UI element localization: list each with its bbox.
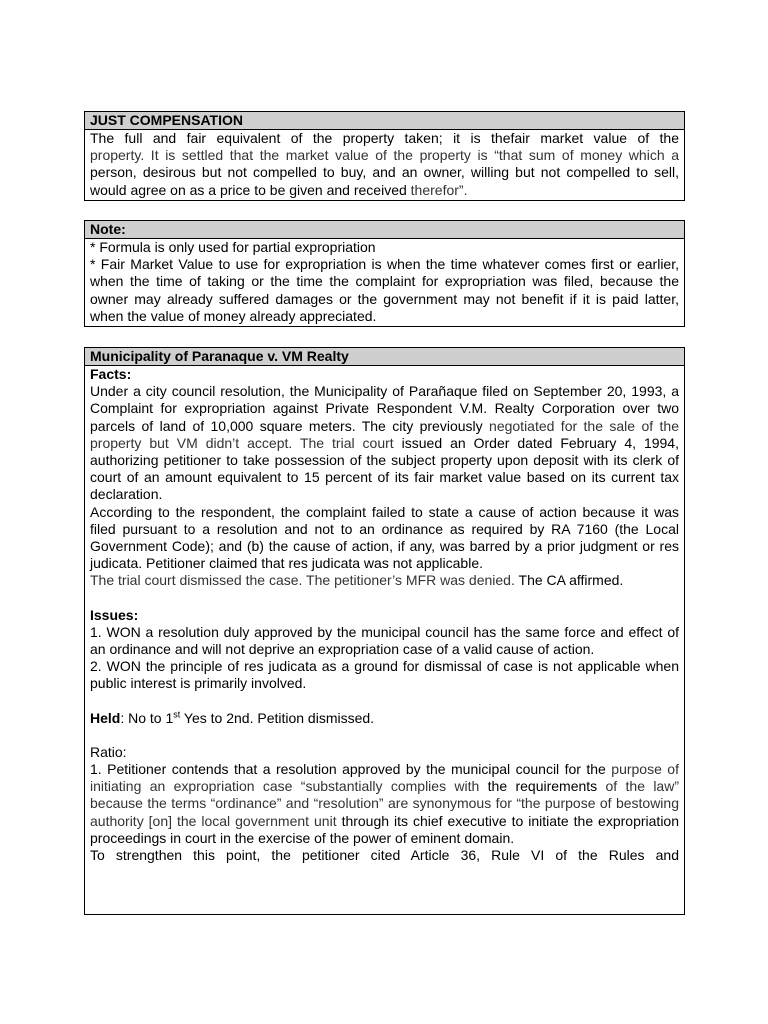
issue-1: 1. WON a resolution duly approved by the municipal council has the same force and effect of an ordinance and will not deprive an expropriation case of a valid cause of action. — [90, 623, 679, 658]
spacer — [90, 727, 679, 744]
facts-paragraph-1 — [90, 383, 679, 503]
ratio-p1-c: the requirements — [487, 778, 598, 795]
just-compensation-body — [85, 130, 684, 200]
note-line2: * Fair Market Value to use for expropriation is when the time whatever comes first or earlier, when the time of taking or the time the complaint for expropriation was filed, because the owner may already suffered damages or the government may not benefit if it is paid latter, when the value of money already appreciated. — [90, 256, 679, 324]
just-compensation-end: therefor”. — [406, 181, 468, 198]
facts-paragraph-2: According to the respondent, the complaint failed to state a cause of action because it was filed pursuant to a resolution and not to an ordinance as required by RA 7160 (the Local Government Code); and (b) the cause of action, if any, was barred by a prior judgment or res judicata. Petitioner claimed that res judicata was not applicable. — [90, 503, 679, 572]
issues-label: Issues: — [90, 606, 139, 623]
held-text-a: : No to 1 — [120, 709, 174, 726]
note-box — [84, 220, 685, 327]
spacer — [90, 590, 679, 607]
just-compensation-line1: The full and fair equivalent of the property taken; it is thefair market value of the — [90, 130, 679, 146]
just-compensation-rest — [90, 164, 679, 198]
facts-p1-b: negotiated for the sale of the property but VM didn’t accept. The trial court — [90, 417, 679, 451]
case-box — [84, 347, 685, 915]
ratio-p1-b: purpose of initiating an expropriation case “substantially complies with — [90, 761, 679, 795]
ratio-label: Ratio: — [90, 743, 127, 760]
facts-p3-b: The CA affirmed. — [514, 572, 624, 589]
facts-p1-a: Under a city council resolution, the Municipality of Parañaque filed on September 20, 1993, a Complaint for expropriation against Private Respondent V.M. Realty Corporation over two parcels of land of 10,000 square meters. The city previously — [90, 383, 679, 434]
issue-2: 2. WON the principle of res judicata as a ground for dismissal of case is not applicable when public interest is primarily involved. — [90, 658, 679, 692]
held-line — [90, 710, 679, 727]
case-body — [85, 366, 684, 865]
note-line1: * Formula is only used for partial expropriation — [90, 239, 376, 255]
ratio-paragraph-1 — [90, 761, 679, 847]
facts-p1-c: issued an Order dated February 4, 1994, authorizing petitioner to take possession of the subject property upon deposit with its clerk of court of an amount equivalent to 15 percent of its fair market value based on its current tax declaration. — [90, 434, 679, 503]
ratio-paragraph-2: To strengthen this point, the petitioner cited Article 36, Rule VI of the Rules and — [90, 847, 679, 864]
facts-label: Facts: — [90, 366, 132, 382]
just-compensation-text: person, desirous but not compelled to buy, and an owner, willing but not compelled to sell, would agree on as a price to be given and received — [90, 164, 679, 198]
just-compensation-box — [84, 111, 685, 201]
facts-paragraph-3 — [90, 572, 679, 589]
just-compensation-heading: JUST COMPENSATION — [85, 112, 684, 130]
ratio-p1-d: of the law” because the terms “ordinance” and “resolution” are synonymous for “the purpose of bestowing authority [on] the local government unit — [90, 778, 679, 829]
ratio-p1-e: through its chief executive to initiate the expropriation proceedings in court in the exercise of the power of eminent domain. — [90, 812, 679, 846]
spacer — [90, 693, 679, 710]
just-compensation-line2: property. It is settled that the market value of the property is “that sum of money which a — [90, 147, 679, 164]
ratio-p1-a: 1. Petitioner contends that a resolution approved by the municipal council for the — [90, 761, 606, 778]
held-text-b: Yes to 2nd. Petition dismissed. — [180, 709, 375, 726]
note-heading: Note: — [85, 221, 684, 239]
held-label: Held — [90, 709, 121, 726]
note-body — [85, 239, 684, 326]
held-superscript: st — [173, 709, 181, 719]
case-heading: Municipality of Paranaque v. VM Realty — [85, 348, 684, 366]
facts-p3-a: The trial court dismissed the case. The petitioner’s MFR was denied. — [90, 572, 515, 589]
